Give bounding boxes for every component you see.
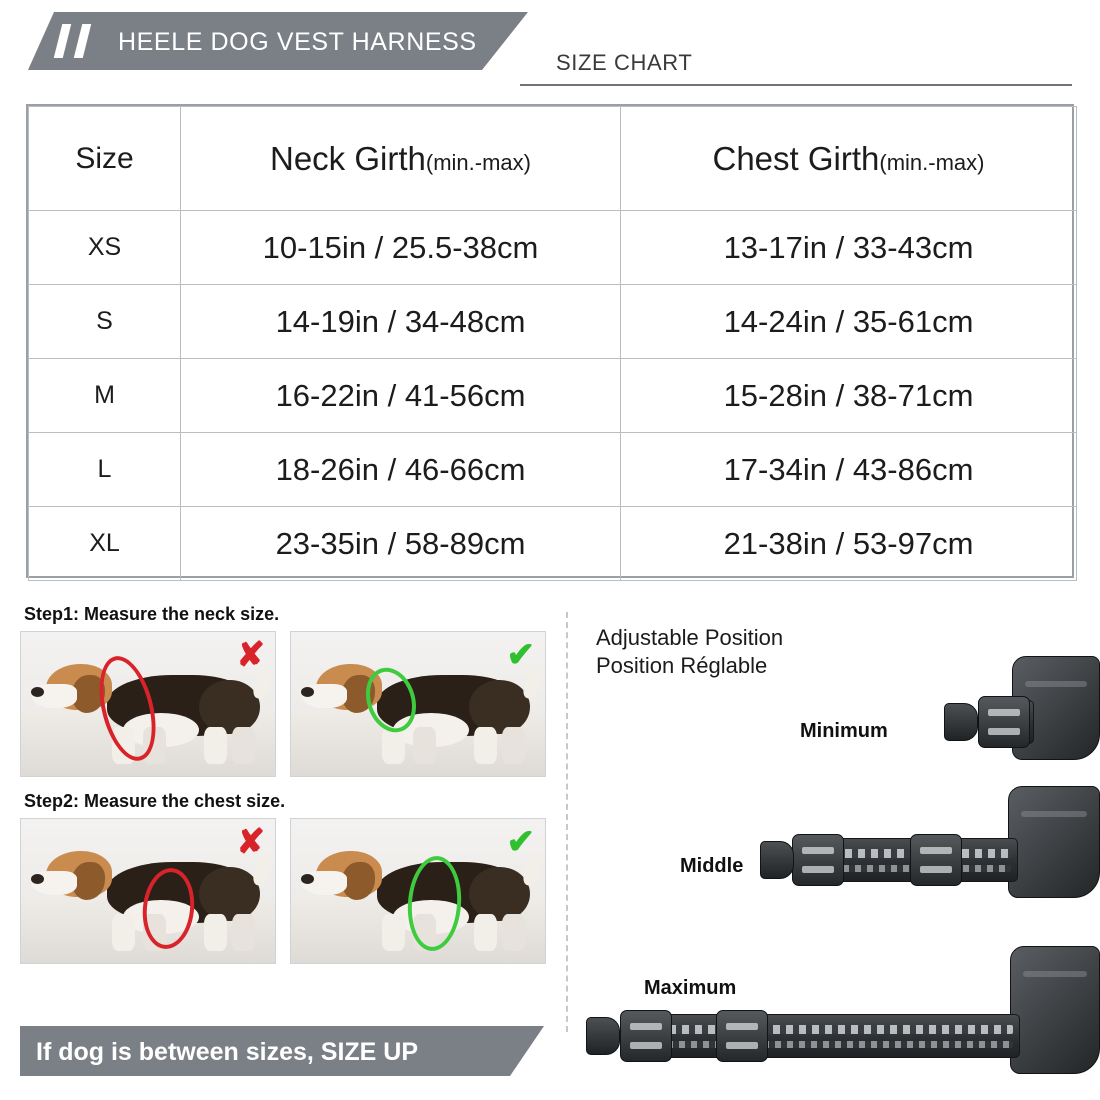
adjustable-position-title xyxy=(596,624,783,679)
cell-neck: 23-35in / 58-89cm xyxy=(181,507,621,581)
step2-correct-photo xyxy=(290,818,546,964)
vertical-divider xyxy=(566,612,568,1032)
size-table xyxy=(28,106,1077,581)
size-up-text: If dog is between sizes, SIZE UP xyxy=(36,1038,419,1066)
cell-size: M xyxy=(29,359,181,433)
cell-neck: 14-19in / 34-48cm xyxy=(181,285,621,359)
table-row xyxy=(29,285,1077,359)
step2-label: Step2: Measure the chest size. xyxy=(24,791,286,811)
step2-images xyxy=(20,818,558,964)
adjustable-title-fr: Position Réglable xyxy=(596,652,768,678)
table-row xyxy=(29,359,1077,433)
cell-chest: 21-38in / 53-97cm xyxy=(621,507,1077,581)
step1-label: Step1: Measure the neck size. xyxy=(24,604,280,624)
size-table-container xyxy=(26,104,1074,578)
cell-size: S xyxy=(29,285,181,359)
step1-wrong-photo xyxy=(20,631,276,777)
cell-neck: 10-15in / 25.5-38cm xyxy=(181,211,621,285)
column-header-size: Size xyxy=(29,107,181,211)
table-row xyxy=(29,211,1077,285)
harness-buckle xyxy=(792,834,844,886)
table-row xyxy=(29,507,1077,581)
cell-size: L xyxy=(29,433,181,507)
cell-neck: 18-26in / 46-66cm xyxy=(181,433,621,507)
cell-chest: 13-17in / 33-43cm xyxy=(621,211,1077,285)
page-title: HEELE DOG VEST HARNESS xyxy=(118,28,477,56)
cell-chest: 15-28in / 38-71cm xyxy=(621,359,1077,433)
harness-buckle-mid xyxy=(910,834,962,886)
harness-panel xyxy=(1010,946,1100,1074)
cell-size: XS xyxy=(29,211,181,285)
cell-chest: 14-24in / 35-61cm xyxy=(621,285,1077,359)
harness-strap xyxy=(636,1014,1020,1058)
cross-icon: ✘ xyxy=(236,636,265,674)
check-icon: ✔ xyxy=(506,636,535,674)
header-underline xyxy=(520,84,1072,86)
step1-correct-photo xyxy=(290,631,546,777)
adjustable-title-en: Adjustable Position xyxy=(596,625,784,650)
step1-images xyxy=(20,631,558,777)
step2-wrong-photo xyxy=(20,818,276,964)
cell-chest: 17-34in / 43-86cm xyxy=(621,433,1077,507)
position-label-middle: Middle xyxy=(680,855,744,877)
harness-prong xyxy=(586,1017,620,1055)
harness-prong xyxy=(944,703,978,741)
harness-panel xyxy=(1008,786,1100,898)
harness-prong xyxy=(760,841,794,879)
header-subtitle: SIZE CHART xyxy=(556,50,693,75)
column-header-neck: Neck Girth(min.-max) xyxy=(181,107,621,211)
position-label-minimum: Minimum xyxy=(800,720,888,742)
measurement-steps xyxy=(20,604,558,964)
check-icon: ✔ xyxy=(506,823,535,861)
table-header-row xyxy=(29,107,1077,211)
harness-buckle xyxy=(978,696,1030,748)
header-stripes-icon xyxy=(58,24,104,58)
table-row xyxy=(29,433,1077,507)
harness-buckle-mid xyxy=(716,1010,768,1062)
header xyxy=(0,12,1100,74)
cross-icon: ✘ xyxy=(236,823,265,861)
cell-neck: 16-22in / 41-56cm xyxy=(181,359,621,433)
harness-buckle xyxy=(620,1010,672,1062)
cell-size: XL xyxy=(29,507,181,581)
column-header-chest: Chest Girth(min.-max) xyxy=(621,107,1077,211)
position-label-maximum: Maximum xyxy=(644,977,737,999)
